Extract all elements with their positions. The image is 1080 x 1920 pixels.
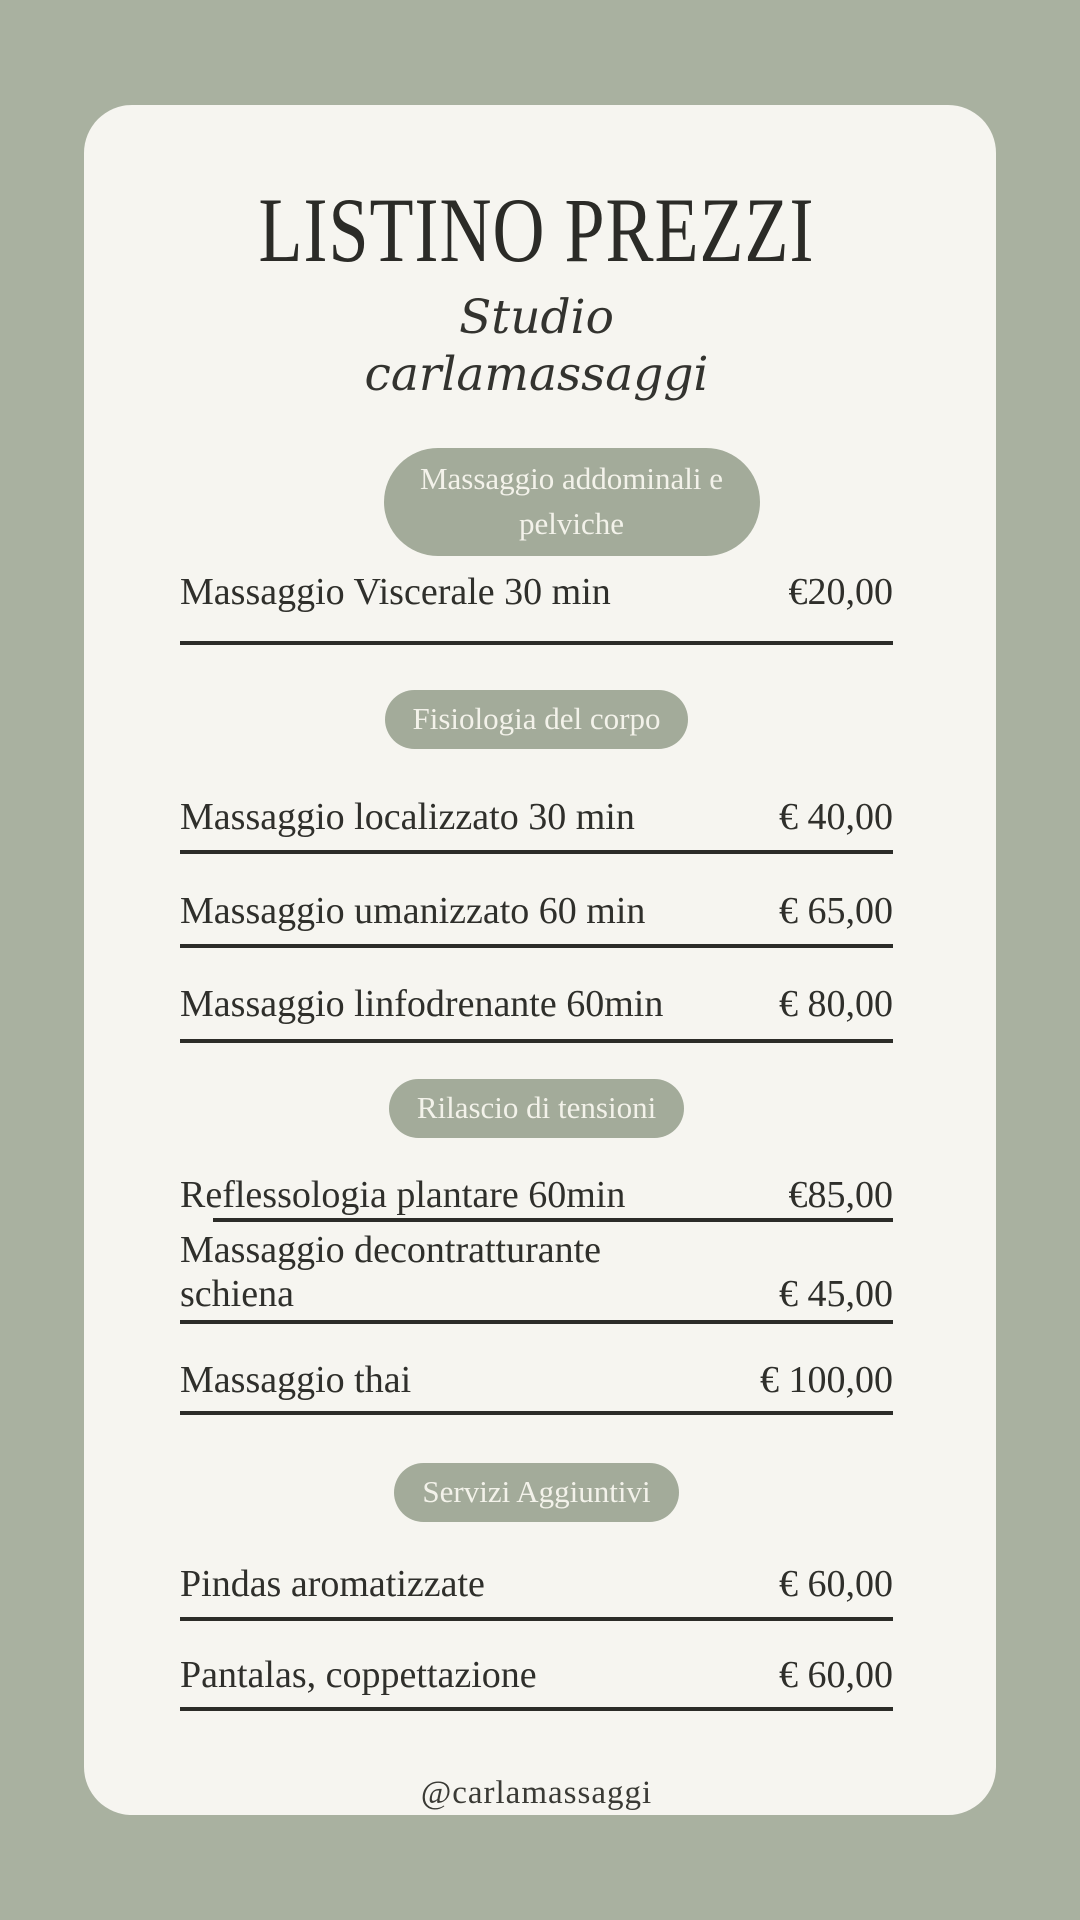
price-row [180, 1562, 893, 1606]
service-price: €20,00 [788, 571, 893, 614]
price-row [180, 1653, 893, 1697]
divider [213, 1218, 893, 1222]
page-title: LISTINO PREZZI [258, 179, 815, 282]
studio-signature-line2: carlamassaggi [364, 346, 709, 402]
service-price: €85,00 [788, 1174, 893, 1217]
price-row [180, 570, 893, 614]
price-list-card [84, 105, 996, 1815]
section-label-servizi-aggiuntivi: Servizi Aggiuntivi [394, 1463, 678, 1522]
divider [180, 641, 893, 645]
divider [180, 850, 893, 854]
service-name: Pindas aromatizzate [180, 1562, 485, 1605]
price-row [180, 889, 893, 933]
service-name: Massaggio thai [180, 1358, 412, 1401]
studio-signature-line1: Studio [459, 289, 614, 345]
service-name: Pantalas, coppettazione [180, 1653, 537, 1696]
price-row [180, 1228, 893, 1316]
price-row [180, 795, 893, 839]
service-name: Massaggio linfodrenante 60min [180, 983, 664, 1026]
section-label-massaggio-addominali: Massaggio addominali e pelviche [384, 448, 760, 556]
service-price: € 100,00 [760, 1358, 893, 1401]
service-name: Reflessologia plantare 60min [180, 1174, 626, 1217]
divider [180, 1411, 893, 1415]
divider [180, 944, 893, 948]
service-name: Massaggio umanizzato 60 min [180, 890, 646, 933]
service-price: € 40,00 [779, 796, 893, 839]
service-price: € 45,00 [779, 1273, 893, 1316]
price-row [180, 982, 893, 1026]
price-row [180, 1358, 893, 1402]
service-price: € 60,00 [779, 1562, 893, 1605]
service-name: Massaggio decontratturante schiena [180, 1229, 602, 1316]
price-row [180, 1173, 893, 1217]
divider [180, 1039, 893, 1043]
service-price: € 65,00 [779, 890, 893, 933]
divider [180, 1617, 893, 1621]
section-label-fisiologia: Fisiologia del corpo [385, 690, 689, 749]
divider [180, 1707, 893, 1711]
service-name: Massaggio Viscerale 30 min [180, 571, 611, 614]
service-price: € 60,00 [779, 1653, 893, 1696]
studio-signature [180, 289, 893, 404]
service-name: Massaggio localizzato 30 min [180, 796, 635, 839]
social-handle: @carlamassaggi [420, 1774, 653, 1811]
divider [180, 1320, 893, 1324]
section-label-rilascio: Rilascio di tensioni [389, 1079, 684, 1138]
service-price: € 80,00 [779, 983, 893, 1026]
